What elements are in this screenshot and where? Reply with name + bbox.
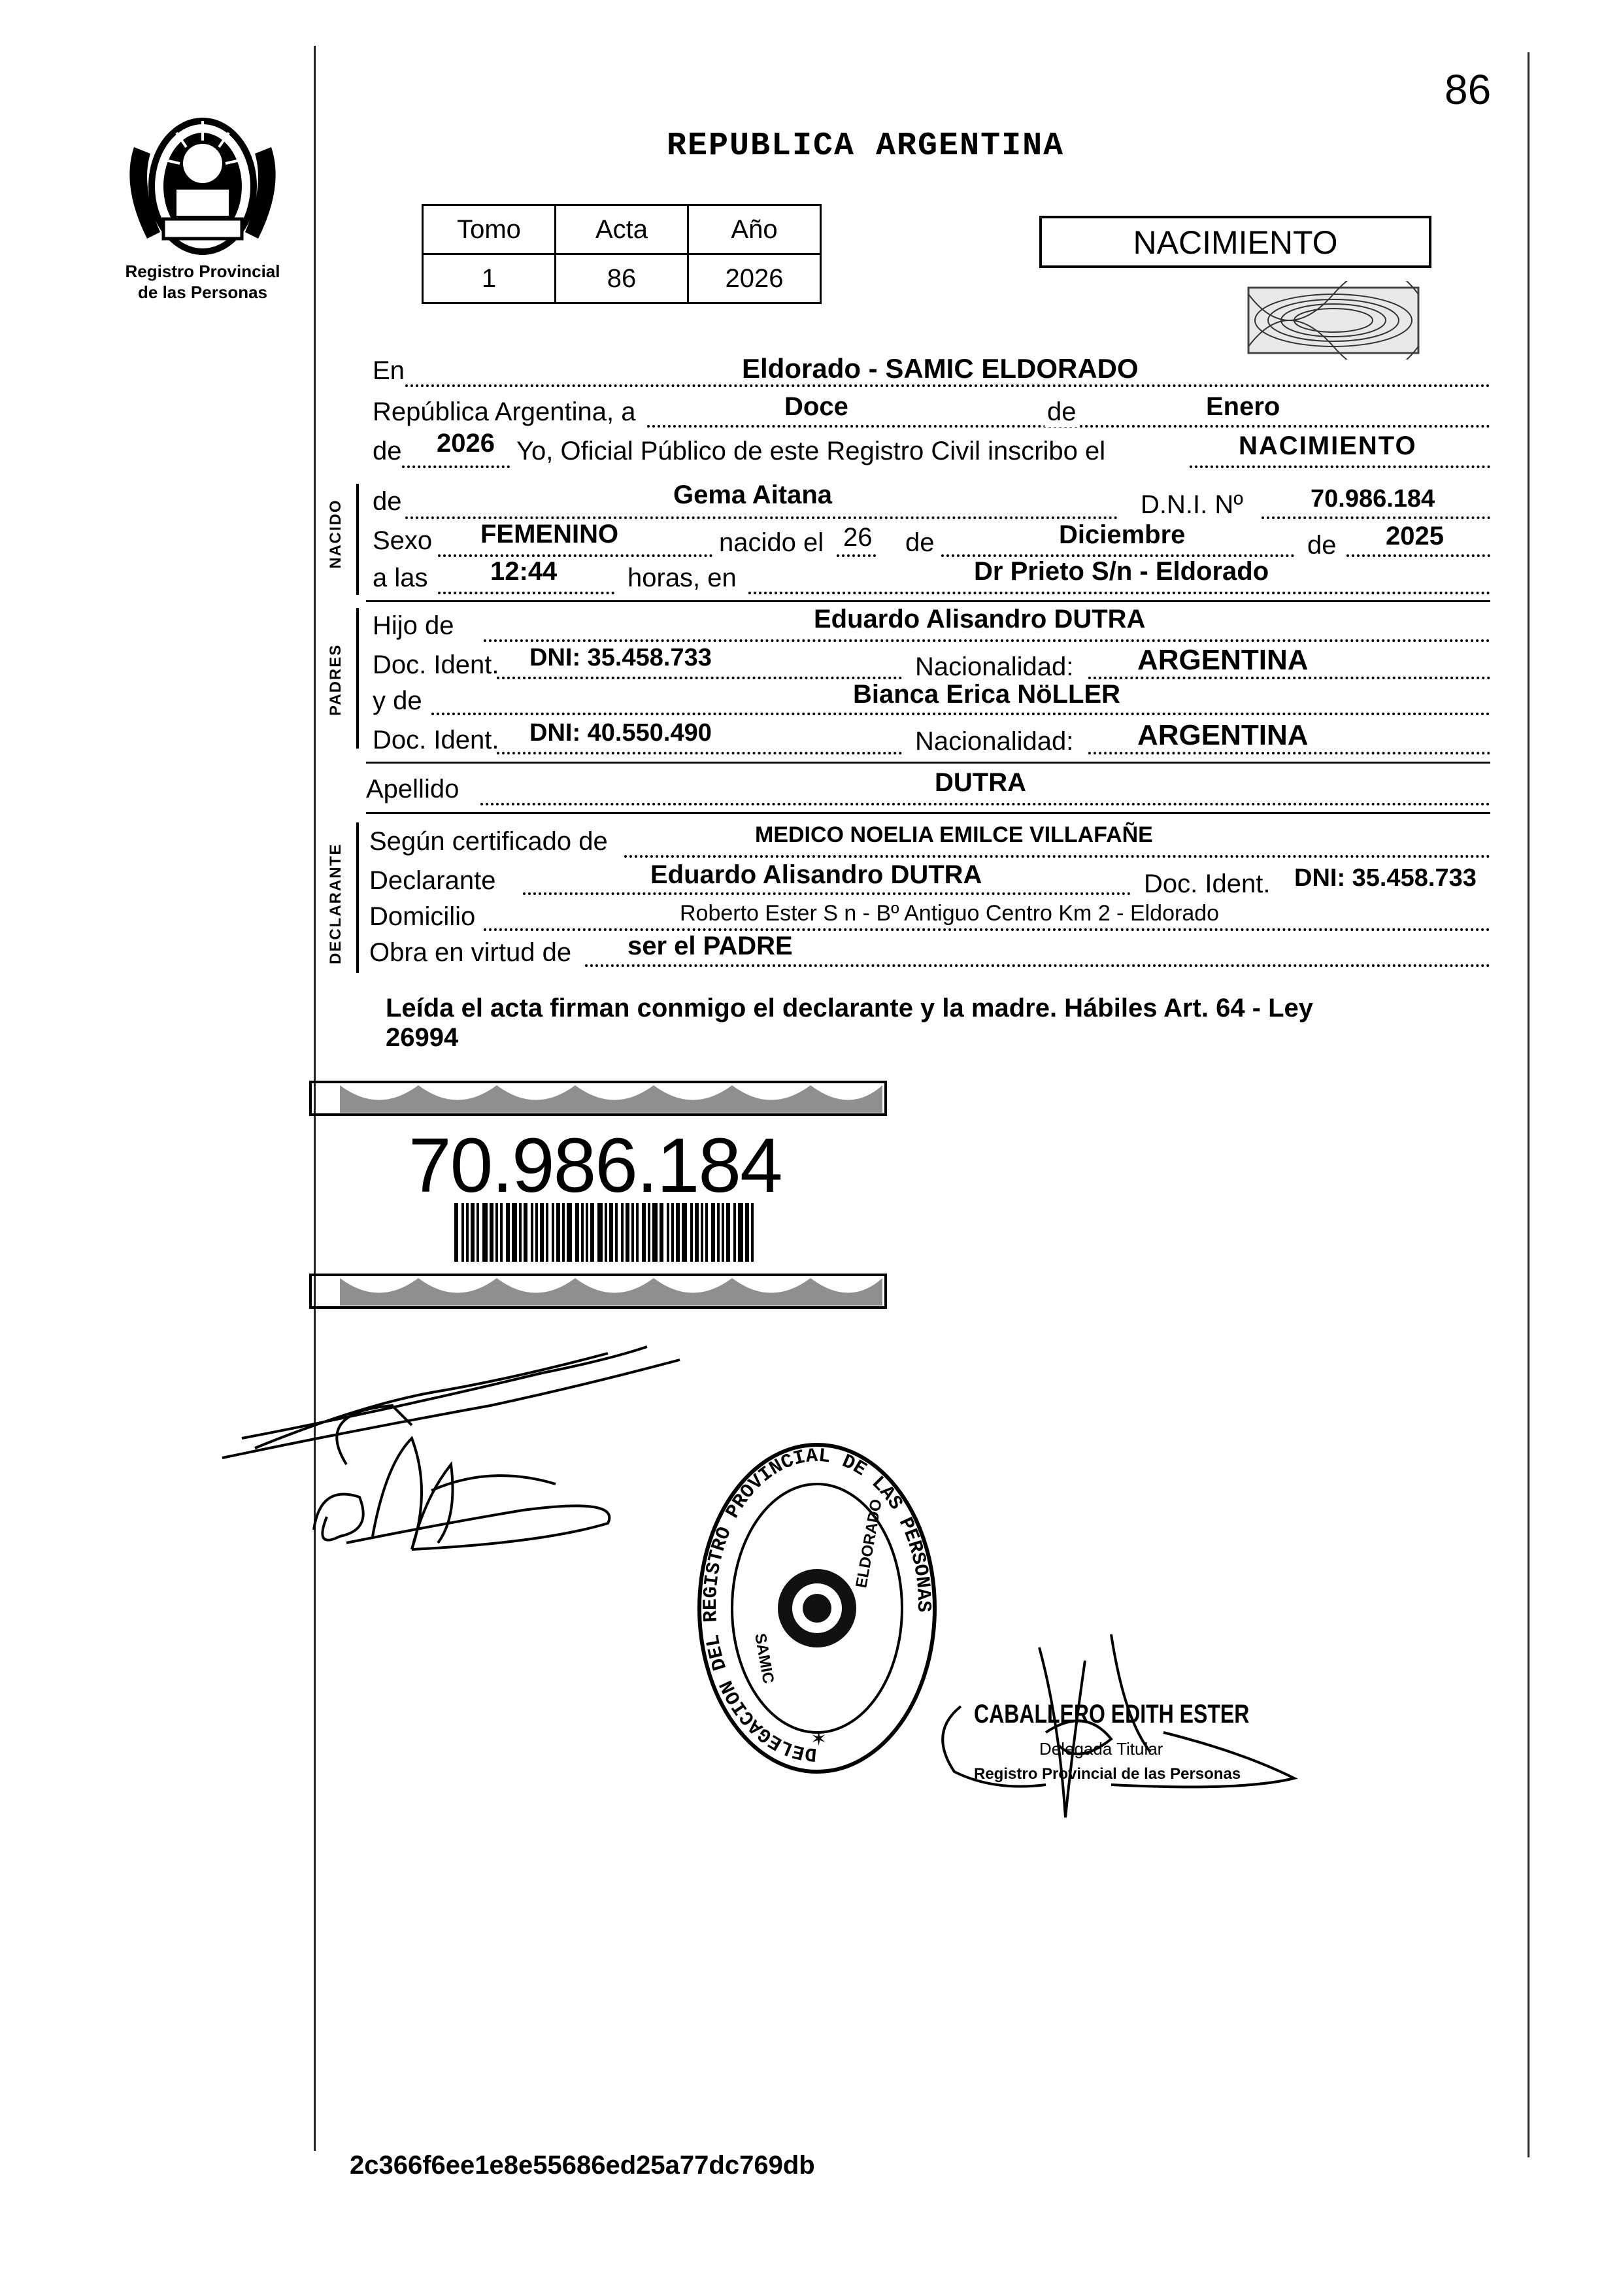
- barcode-bar: [531, 1203, 533, 1262]
- record-type: NACIMIENTO: [1133, 224, 1338, 261]
- record-value-acta: 86: [556, 254, 688, 303]
- barcode-bar: [726, 1203, 730, 1262]
- barcode-bar: [605, 1203, 607, 1262]
- declarante-doc: DNI: 35.458.733: [1294, 864, 1477, 892]
- barcode-bar: [506, 1203, 510, 1262]
- barcode-bar: [690, 1203, 693, 1262]
- barcode-bar: [556, 1203, 560, 1262]
- birth-year: 2025: [1386, 522, 1444, 550]
- mother-name: Bianca Erica NöLLER: [853, 680, 1121, 709]
- declarante-bracket: [356, 822, 359, 973]
- nacido-bracket: [356, 484, 359, 595]
- a-las-label: a las: [373, 564, 428, 592]
- declarante-doc-label: Doc. Ident.: [1144, 869, 1271, 898]
- declarante-label: Declarante: [369, 866, 496, 895]
- mother-nac-dots: [1088, 752, 1490, 754]
- delegation-stamp: [693, 1438, 941, 1778]
- father-dots: [484, 639, 1490, 642]
- barcode-bar: [535, 1203, 538, 1262]
- obra-label: Obra en virtud de: [369, 938, 572, 967]
- father-nac-dots: [1088, 677, 1490, 679]
- svg-text:✶: ✶: [811, 1729, 827, 1750]
- barcode-bar: [717, 1203, 720, 1262]
- birth-place: Dr Prieto S/n - Eldorado: [974, 557, 1269, 586]
- barcode-bar: [590, 1203, 594, 1262]
- record-header-tomo: Tomo: [423, 205, 556, 254]
- security-hologram: [1242, 281, 1425, 360]
- record-header-ano: Año: [688, 205, 821, 254]
- declarante-name: Eduardo Alisandro DUTRA: [650, 860, 982, 889]
- declarante-section-label: DECLARANTE: [327, 843, 344, 964]
- declarante-dots: [523, 892, 1131, 895]
- domicilio-dots: [484, 928, 1490, 931]
- barcode-bar: [745, 1203, 749, 1262]
- father-doc: DNI: 35.458.733: [529, 644, 712, 671]
- certificado-dots: [624, 855, 1490, 858]
- month-word: Enero: [1206, 392, 1280, 421]
- stamp-inner-left: SAMIC: [751, 1632, 778, 1685]
- dni-label: D.N.I. Nº: [1141, 490, 1243, 519]
- closing-note-line2: 26994: [386, 1023, 459, 1052]
- barcode-bar: [648, 1203, 650, 1262]
- barcode-bar: [676, 1203, 680, 1262]
- barcode-bar: [751, 1203, 754, 1262]
- mother-doc: DNI: 40.550.490: [529, 719, 712, 747]
- barcode-bar: [524, 1203, 527, 1262]
- barcode-bar: [636, 1203, 639, 1262]
- father-nac-label: Nacionalidad:: [915, 652, 1074, 681]
- child-sexo: FEMENINO: [480, 520, 619, 549]
- inscribo-text: Yo, Oficial Público de este Registro Civil inscribo el: [516, 437, 1106, 465]
- stamp-inner-right: ELDORADO: [852, 1498, 886, 1590]
- barcode-bar: [567, 1203, 572, 1262]
- mother-doc-dots: [497, 752, 902, 754]
- father-name: Eduardo Alisandro DUTRA: [814, 605, 1146, 633]
- birth-month: Diciembre: [1059, 520, 1186, 549]
- mother-dots: [431, 713, 1490, 715]
- en-value: Eldorado - SAMIC ELDORADO: [742, 353, 1139, 384]
- barcode-bar: [482, 1203, 488, 1262]
- father-nationality: ARGENTINA: [1137, 644, 1309, 676]
- barcode-bar: [621, 1203, 624, 1262]
- record-type-box: [1039, 216, 1431, 268]
- obra-value: ser el PADRE: [627, 932, 793, 960]
- record-value-tomo: 1: [423, 254, 556, 303]
- page-number: 86: [1445, 66, 1492, 113]
- barcode-bar: [711, 1203, 715, 1262]
- barcode-bar: [461, 1203, 464, 1262]
- nacido-el-label: nacido el: [719, 528, 824, 557]
- barcode-bar: [471, 1203, 475, 1262]
- official-title: Delegada Titular: [1039, 1739, 1163, 1759]
- day-word: Doce: [784, 392, 848, 421]
- birth-day: 26: [843, 523, 873, 552]
- barcode-bar: [495, 1203, 498, 1262]
- nacido-de-label: de: [373, 487, 402, 516]
- father-doc-label: Doc. Ident.: [373, 650, 499, 679]
- official-name: CABALLERO EDITH ESTER: [974, 1700, 1250, 1729]
- barcode-bar: [540, 1203, 544, 1262]
- barcode-bar: [609, 1203, 613, 1262]
- document-hash: 2c366f6ee1e8e55686ed25a77dc769db: [350, 2151, 815, 2180]
- record-value-ano: 2026: [688, 254, 821, 303]
- sexo-dots: [438, 554, 712, 557]
- barcode-bar: [695, 1203, 699, 1262]
- official-office: Registro Provincial de las Personas: [974, 1765, 1241, 1783]
- place-dots: [748, 592, 1490, 594]
- apellido-divider: [366, 812, 1490, 814]
- barcode-bar: [562, 1203, 565, 1262]
- birth-time: 12:44: [490, 557, 558, 586]
- y-de-label: y de: [373, 686, 422, 715]
- padres-section-label: PADRES: [327, 643, 344, 716]
- logo-caption-line2: de las Personas: [138, 282, 267, 302]
- barcode-bar: [652, 1203, 658, 1262]
- republica-label: República Argentina, a: [373, 397, 636, 426]
- barcode-bar: [519, 1203, 522, 1262]
- mother-nationality: ARGENTINA: [1137, 719, 1309, 751]
- inscribo-dots: [1190, 465, 1490, 468]
- barcode-bar: [454, 1203, 458, 1262]
- misiones-logo: [121, 108, 284, 265]
- nacido-section-label: NACIDO: [327, 499, 344, 569]
- sexo-label: Sexo: [373, 526, 433, 555]
- barcode-bar: [500, 1203, 503, 1262]
- barcode-bar: [682, 1203, 687, 1262]
- en-dots: [405, 384, 1490, 387]
- certificado-label: Según certificado de: [369, 827, 608, 856]
- barcode-bar: [552, 1203, 554, 1262]
- closing-note-line1: Leída el acta firman conmigo el declarante y la madre. Hábiles Art. 64 - Ley: [386, 994, 1314, 1022]
- barcode-bar: [631, 1203, 634, 1262]
- birthyear-dots: [1346, 554, 1490, 557]
- record-header-acta: Acta: [556, 205, 688, 254]
- barcode-number: 70.986.184: [409, 1123, 782, 1209]
- declarant-signature: [216, 1334, 686, 1582]
- barcode-bar: [738, 1203, 743, 1262]
- padres-bracket: [356, 608, 359, 749]
- barcode-bar: [546, 1203, 548, 1262]
- barcode-bar: [722, 1203, 724, 1262]
- barcode-bar: [586, 1203, 588, 1262]
- barcode-bar: [671, 1203, 674, 1262]
- birth-de-label: de: [905, 528, 935, 557]
- barcode-bar: [733, 1203, 736, 1262]
- barcode-bar: [512, 1203, 517, 1262]
- apellido-dots: [480, 803, 1490, 805]
- barcode-bar: [701, 1203, 703, 1262]
- barcode-bar: [660, 1203, 663, 1262]
- domicilio-value: Roberto Ester S n - Bº Antiguo Centro Km 2 - Eldorado: [680, 901, 1220, 926]
- domicilio-label: Domicilio: [369, 902, 476, 931]
- padres-divider: [366, 762, 1490, 764]
- barcode-bar: [705, 1203, 708, 1262]
- act-year: 2026: [437, 429, 495, 458]
- logo-caption-line1: Registro Provincial: [125, 262, 280, 281]
- record-table: [422, 204, 822, 304]
- day-dots: [837, 554, 876, 557]
- barcode-bar: [615, 1203, 618, 1262]
- barcode-bar: [597, 1203, 603, 1262]
- right-margin-line: [1528, 52, 1529, 2157]
- dni-dots: [1262, 516, 1490, 519]
- certificado-value: MEDICO NOELIA EMILCE VILLAFAÑE: [755, 822, 1153, 847]
- horas-label: horas, en: [627, 564, 737, 592]
- barcode-bar: [575, 1203, 579, 1262]
- barcode-bar: [466, 1203, 469, 1262]
- mother-nac-label: Nacionalidad:: [915, 727, 1074, 756]
- time-dots: [438, 592, 614, 594]
- apellido-label: Apellido: [366, 775, 460, 803]
- birth-de-label2: de: [1307, 531, 1337, 560]
- barcode-bar: [626, 1203, 629, 1262]
- barcode-bar: [642, 1203, 646, 1262]
- en-label: En: [373, 356, 405, 385]
- hijo-label: Hijo de: [373, 611, 454, 640]
- barcode-bar: [581, 1203, 584, 1262]
- name-dots: [405, 516, 1118, 519]
- barcode-bar: [490, 1203, 493, 1262]
- stamp-ring-text: DELEGACION DEL REGISTRO PROVINCIAL DE LAS PERSONAS: [700, 1445, 935, 1765]
- inscribo-value: NACIMIENTO: [1239, 431, 1417, 460]
- mother-doc-label: Doc. Ident.: [373, 726, 499, 754]
- nacido-divider: [366, 600, 1490, 602]
- barcode-bar: [667, 1203, 669, 1262]
- year-dots: [402, 465, 510, 468]
- obra-dots: [585, 964, 1490, 967]
- barcode-bar: [476, 1203, 479, 1262]
- child-name: Gema Aitana: [673, 481, 833, 509]
- year-de-label: de: [373, 437, 402, 465]
- apellido-value: DUTRA: [935, 768, 1026, 797]
- month-de-label: de: [1044, 397, 1079, 427]
- father-doc-dots: [497, 677, 902, 679]
- child-dni: 70.986.184: [1311, 485, 1435, 513]
- page-title: REPUBLICA ARGENTINA: [667, 127, 1065, 165]
